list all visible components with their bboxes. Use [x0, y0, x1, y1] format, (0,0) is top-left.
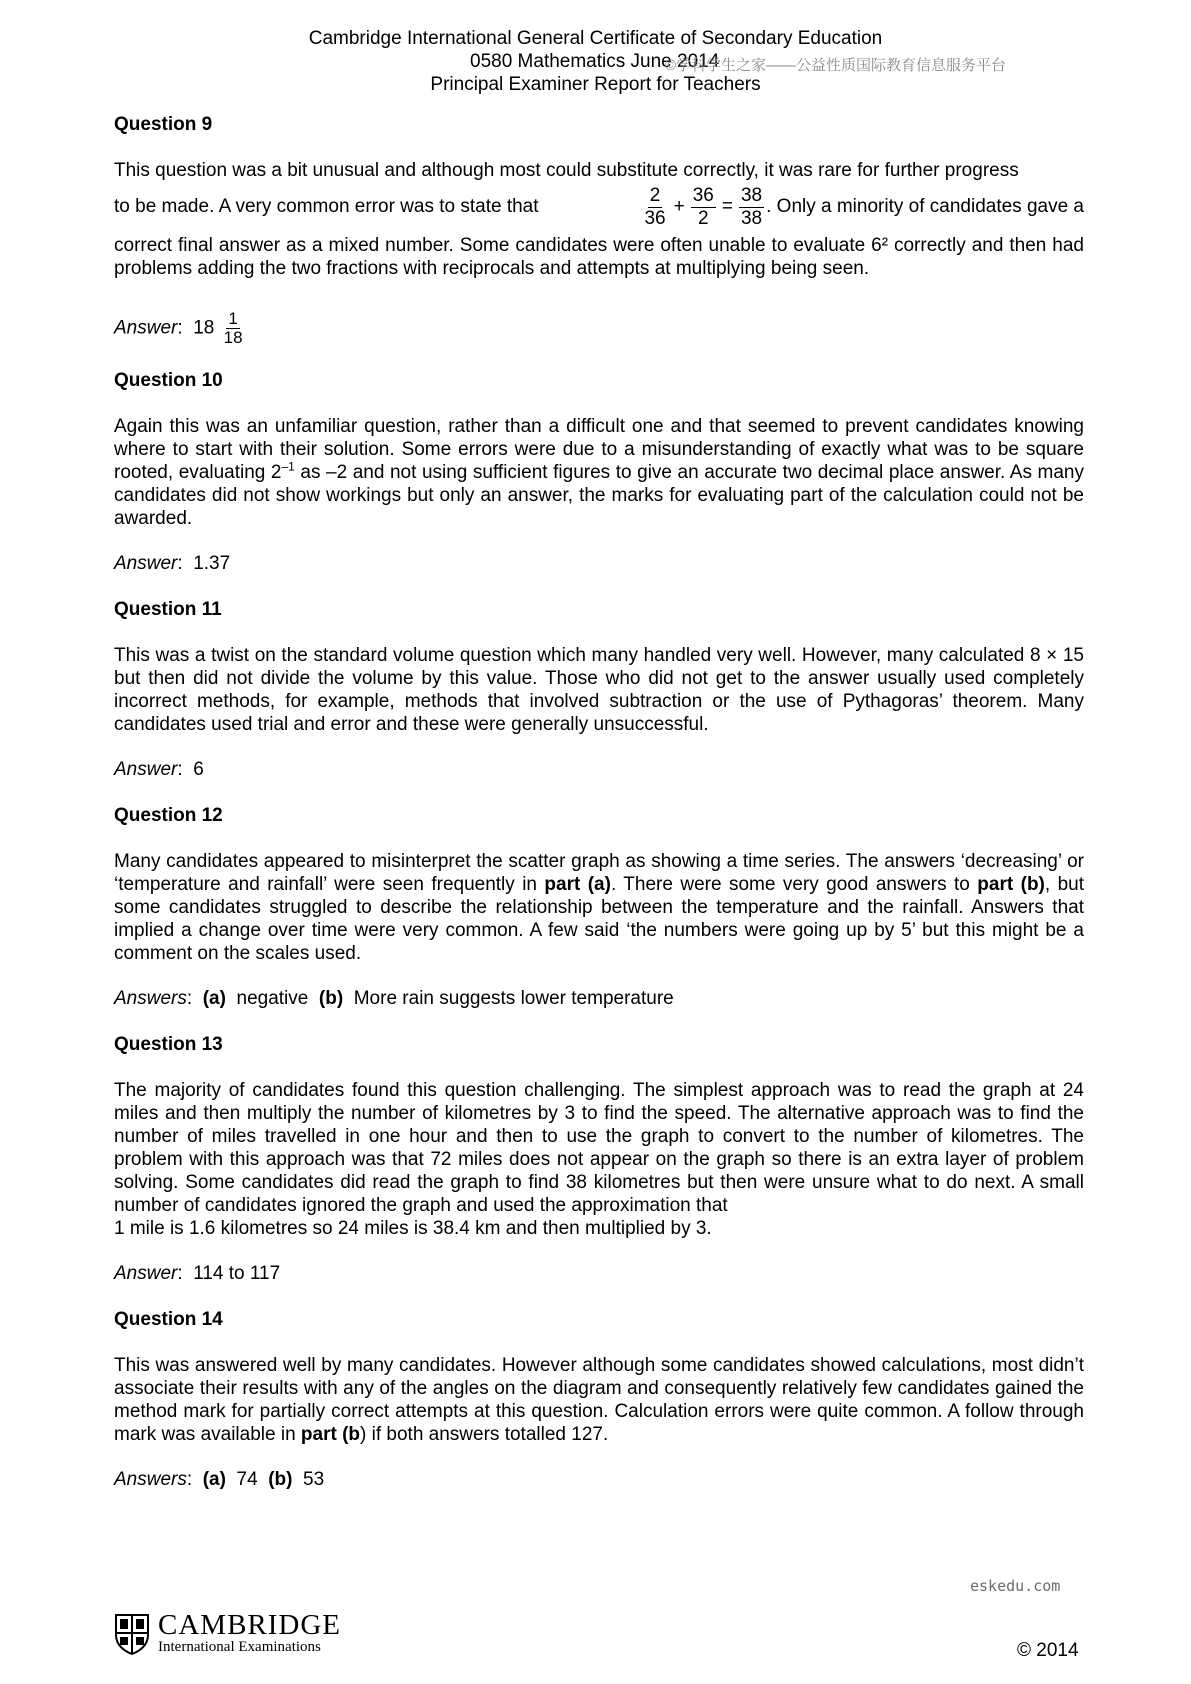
answer-label: Answer [114, 1263, 178, 1284]
q12-text-b: . There were some very good answers to [610, 874, 978, 895]
logo-title: CAMBRIDGE [158, 1609, 342, 1641]
watermark-text: ©学科学生之家——公益性质国际教育信息服务平台 [665, 57, 1007, 74]
question-10-para [114, 415, 1084, 530]
answer-b: More rain suggests lower temperature [353, 988, 674, 1009]
fraction-2 [691, 185, 716, 230]
shield-icon [114, 1613, 150, 1655]
question-11-para: This was a twist on the standard volume question which many handled very well. However, many calculated 8 × 15 but then did not divide the volume by this value. Those who did not get to the answer usually used completely incorrect methods, for example, methods that involved subtraction or the use of Pythagoras’ theorem. Many candidates used trial and error and these were generally unsuccessful. [114, 645, 1084, 735]
question-10-answer: Answer: 1.37 [114, 553, 231, 574]
equals-sign: = [721, 196, 733, 217]
answer-label: Answer [114, 553, 178, 574]
q14-part-b-bold: part (b [300, 1424, 361, 1445]
question-9-title: Question 9 [114, 114, 213, 135]
copyright: © 2014 [1017, 1640, 1079, 1661]
site-watermark: eskedu.com [970, 1577, 1061, 1595]
fraction-2-denominator: 2 [698, 207, 709, 229]
question-13-para-2: 1 mile is 1.6 kilometres so 24 miles is 38.4 km and then multiplied by 3. [114, 1218, 712, 1239]
fraction-3-numerator: 38 [740, 184, 763, 206]
part-a-label: (a) [202, 1469, 226, 1490]
answer-label: Answer [114, 317, 178, 339]
answer-label: Answers [114, 988, 187, 1009]
question-12-answer: Answers: (a) negative (b) More rain suggests lower temperature [114, 988, 674, 1009]
fraction-3 [739, 185, 764, 230]
question-11-title: Question 11 [114, 599, 222, 620]
plus-sign: + [673, 196, 685, 217]
logo-text [158, 1611, 341, 1656]
q12-part-b-bold: part (b) [977, 874, 1045, 895]
answer-numerator: 1 [228, 309, 238, 328]
header-line-2: 0580 Mathematics June 2014 [470, 51, 720, 72]
question-13-para-1: The majority of candidates found this question challenging. The simplest approach was to read the graph at 24 miles and then multiply the number of kilometres by 3 to find the speed. The alternative approach was to find the number of miles travelled in one hour and then to use the graph to convert to the number of kilometres. The problem with this approach was that 72 miles does not appear on the graph so there is an extra layer of problem solving. Some candidates did read the graph to find 38 kilometres but then were unsure what to do next. A small number of candidates ignored the graph and used the approximation that [114, 1080, 1084, 1216]
fraction-1 [642, 185, 667, 230]
question-9-math-line [114, 178, 1084, 236]
q10-text-b: as –2 and not using sufficient figures to give an accurate two decimal place answer. As many candidates did not show workings but only an answer, the marks for evaluating part of the calculation could not be awarded. [114, 462, 1084, 529]
answer-a: 74 [236, 1469, 258, 1490]
part-b-label: (b) [268, 1469, 293, 1490]
question-14-title: Question 14 [114, 1309, 223, 1330]
question-9-para-1: This question was a bit unusual and although most could substitute correctly, it was rare for further progress [114, 160, 1019, 181]
q10-superscript: –1 [281, 459, 295, 474]
question-9-para-2-start: to be made. A very common error was to state that [114, 196, 539, 217]
logo-subtitle: International Examinations [158, 1639, 321, 1655]
cambridge-logo [114, 1611, 341, 1656]
fraction-equation [640, 185, 1084, 230]
answer-fraction [222, 310, 245, 347]
answer-value: 114 to 117 [193, 1263, 281, 1284]
question-13-title: Question 13 [114, 1034, 223, 1055]
q12-text-a: Many candidates appeared to misinterpret the scatter graph as showing a time series. The answers ‘decreasing’ or ‘temperature and rainfall’ were seen frequently in [114, 851, 1084, 895]
question-14-answer: Answers: (a) 74 (b) 53 [114, 1469, 325, 1490]
answer-label: Answer [114, 759, 178, 780]
fraction-3-denominator: 38 [740, 207, 763, 229]
question-14-para [114, 1354, 1084, 1446]
part-b-label: (b) [318, 988, 344, 1009]
question-12-title: Question 12 [114, 805, 223, 826]
question-12-para [114, 850, 1084, 965]
fraction-1-denominator: 36 [644, 207, 666, 229]
fraction-1-numerator: 2 [649, 184, 661, 206]
part-a-label: (a) [202, 988, 226, 1009]
answer-whole: 18 [193, 317, 215, 339]
question-9-answer: Answer: 18 $\frac{1}{18}$ [114, 309, 243, 347]
answer-b: 53 [303, 1469, 325, 1490]
answer-denominator: 18 [223, 328, 243, 347]
question-9-para-3: correct final answer as a mixed number. Some candidates were often unable to evaluate 6² correctly and then had problems adding the two fractions with reciprocals and attempts at multiplying being seen. [114, 235, 1084, 279]
question-13-answer: Answer: 114 to 117 [114, 1263, 281, 1284]
answer-value: 1.37 [193, 553, 231, 574]
answer-value: 6 [193, 759, 204, 780]
q14-text-a: This was answered well by many candidates. However although some candidates showed calculations, most didn’t associate their results with any of the angles on the diagram and consequently relatively few candidates gained the method mark for partially correct attempts at this question. Calculation errors were quite common. A follow through mark was available in [114, 1355, 1084, 1445]
q12-part-a-bold: part (a) [544, 874, 611, 895]
question-9-para-2-end: . Only a minority of candidates gave a [766, 196, 1084, 217]
header-line-1: Cambridge International General Certificate of Secondary Education [308, 28, 883, 49]
q10-text-a: Again this was an unfamiliar question, rather than a difficult one and that seemed to prevent candidates knowing where to start with their solution. Some errors were due to a misunderstanding of exactly what was to be square rooted, evaluating 2 [114, 416, 1084, 483]
answer-label: Answers [114, 1469, 187, 1490]
q12-text-c: , but some candidates struggled to describe the relationship between the temperature and the rainfall. Answers that implied a change over time were very common. A few said ‘the numbers were going up by 5’ but this might be a comment on the scales used. [114, 874, 1084, 964]
report-body [114, 113, 1084, 1514]
fraction-2-numerator: 36 [692, 184, 714, 206]
q14-text-b: ) if both answers totalled 127. [360, 1424, 609, 1445]
question-11-answer: Answer: 6 [114, 759, 204, 780]
answer-a: negative [236, 988, 309, 1009]
header-line-3: Principal Examiner Report for Teachers [430, 74, 761, 95]
question-10-title: Question 10 [114, 370, 223, 391]
